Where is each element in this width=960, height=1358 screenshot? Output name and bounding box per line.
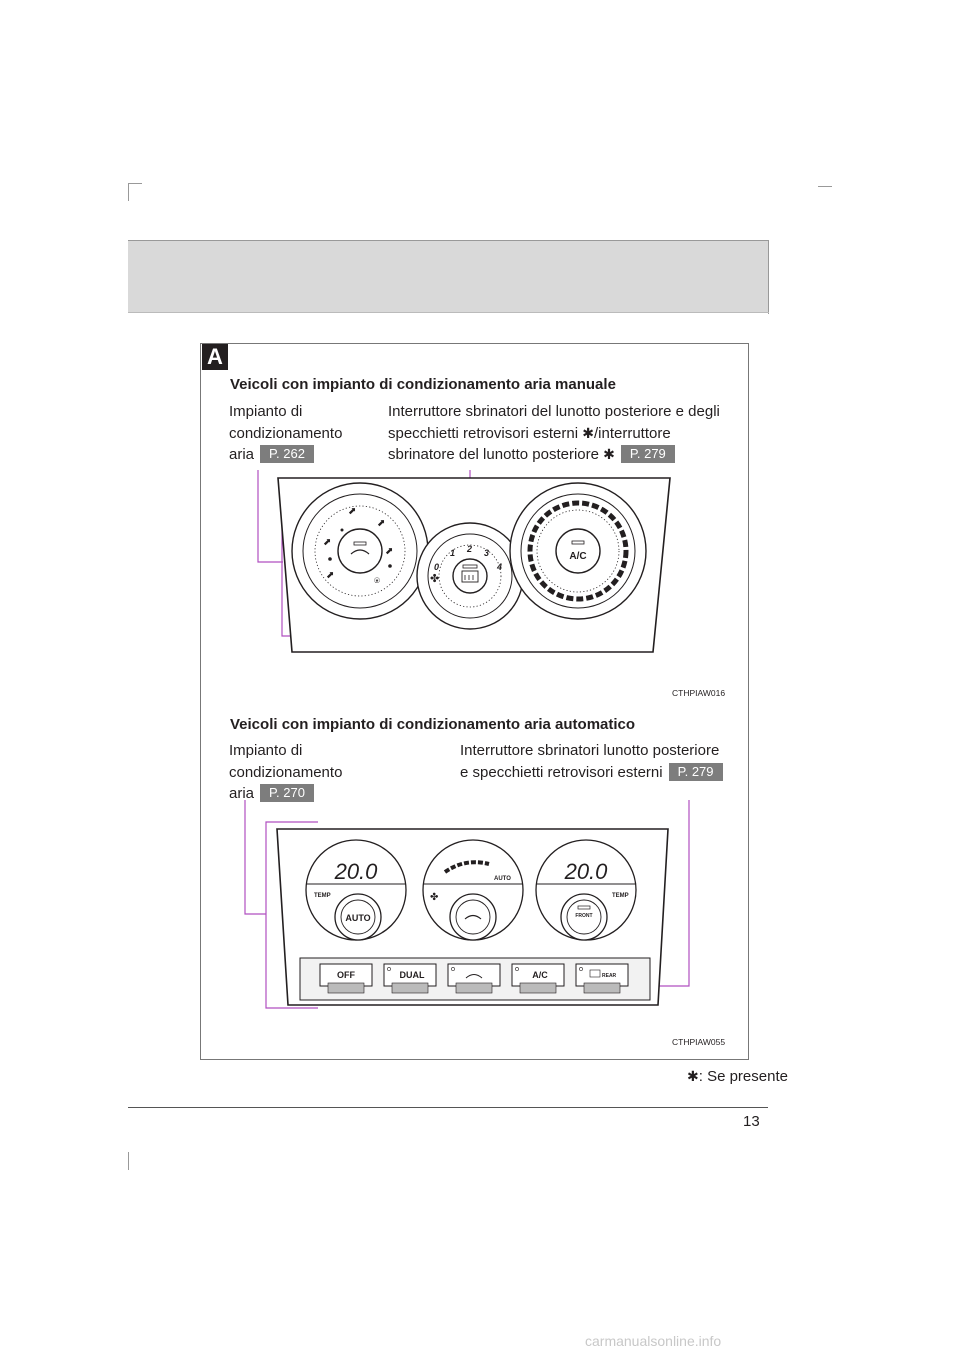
page-ref-badge[interactable]: P. 270 <box>260 784 314 802</box>
page-ref-badge[interactable]: P. 279 <box>669 763 723 781</box>
ac-button-label: A/C <box>569 551 587 562</box>
mode-dial <box>292 483 428 619</box>
fan-speed-digit: 4 <box>497 562 503 572</box>
header-divider <box>768 240 769 314</box>
temperature-display: 20.0 <box>334 859 378 884</box>
fan-speed-digit: 0 <box>434 562 440 572</box>
section-label: A <box>202 344 228 370</box>
figure-code: CTHPIAW055 <box>672 1037 726 1047</box>
star-asterisk-icon: ✱ <box>603 446 615 462</box>
svg-text:⬈: ⬈ <box>377 518 386 529</box>
dual-button[interactable] <box>384 964 436 993</box>
callout-line: sbrinatore del lunotto posteriore <box>388 446 599 463</box>
callout-line: condizionamento <box>229 424 343 442</box>
windshield-defroster-icon: ⍟ <box>374 576 380 587</box>
rear-button-label: REAR <box>602 973 617 979</box>
fan-icon: ✤ <box>430 892 439 903</box>
watermark: carmanualsonline.info <box>585 1333 722 1349</box>
auto-label: AUTO <box>494 876 511 882</box>
rear-defogger-icon <box>590 970 600 977</box>
dual-button-label: DUAL <box>399 970 425 980</box>
front-knob-label: FRONT <box>575 913 593 919</box>
svg-text:⬈: ⬈ <box>348 506 357 517</box>
callout-line: specchietti retrovisori esterni <box>388 424 579 442</box>
svg-text:⬈: ⬈ <box>326 570 335 581</box>
callout-line: aria <box>229 785 255 802</box>
star-asterisk-icon: ✱ <box>582 424 594 441</box>
crop-mark <box>128 1152 129 1170</box>
recirculation-button[interactable] <box>448 964 500 993</box>
star-asterisk-icon: ✱ <box>687 1068 699 1084</box>
callout-line: /interruttore <box>593 424 671 442</box>
page-ref-badge[interactable]: P. 262 <box>260 445 314 463</box>
header-band <box>128 240 768 313</box>
left-temp-dial <box>306 840 406 940</box>
callout-line: Impianto di <box>229 742 303 759</box>
fan-dial <box>417 523 523 629</box>
crop-mark <box>128 183 129 201</box>
callout-line: aria <box>229 446 255 463</box>
auto-knob-label: AUTO <box>345 913 371 923</box>
page-rule <box>128 1107 768 1108</box>
callout-line: Impianto di <box>229 403 303 420</box>
page-number: 13 <box>743 1113 760 1130</box>
temp-label: TEMP <box>314 893 331 899</box>
ac-button[interactable] <box>512 964 564 993</box>
manual-heading: Veicoli con impianto di condizionamento aria manuale <box>230 376 616 393</box>
callout-line: Interruttore sbrinatori del lunotto posteriore e degli <box>388 403 720 420</box>
right-temp-dial <box>536 840 636 940</box>
automatic-left-callout <box>229 740 379 805</box>
temperature-dial <box>510 483 646 619</box>
manual-right-callout <box>388 401 728 466</box>
footnote-text: : Se presente <box>698 1068 788 1085</box>
rear-defogger-button[interactable] <box>576 964 628 993</box>
crop-mark <box>818 186 832 187</box>
fan-speed-digit: 2 <box>467 544 473 554</box>
temperature-display: 20.0 <box>564 859 608 884</box>
svg-text:⬈: ⬈ <box>385 546 394 557</box>
svg-text:⬈: ⬈ <box>323 537 332 548</box>
automatic-climate-panel <box>240 800 700 1020</box>
crop-mark <box>128 183 142 184</box>
rear-defogger-icon <box>462 571 478 582</box>
header-divider <box>128 312 769 313</box>
callout-line: e specchietti retrovisori esterni <box>460 763 663 781</box>
temp-label: TEMP <box>612 893 629 899</box>
figure-code: CTHPIAW016 <box>672 688 726 698</box>
off-button-label: OFF <box>337 970 355 980</box>
manual-left-callout <box>229 401 379 466</box>
page-ref-badge[interactable]: P. 279 <box>621 445 675 463</box>
ac-button-label: A/C <box>532 970 548 980</box>
callout-line: condizionamento <box>229 763 343 781</box>
callout-line: Interruttore sbrinatori lunotto posteriore <box>460 742 720 759</box>
manual-climate-panel <box>250 470 720 660</box>
automatic-heading: Veicoli con impianto di condizionamento aria automatico <box>230 716 636 733</box>
fan-speed-digit: 1 <box>450 548 456 558</box>
fan-speed-digit: 3 <box>484 548 490 558</box>
fan-mode-dial <box>423 840 523 940</box>
off-button[interactable] <box>320 964 372 993</box>
footnote <box>687 1068 788 1085</box>
automatic-right-callout <box>460 740 750 783</box>
fan-icon: ✤ <box>430 573 440 585</box>
